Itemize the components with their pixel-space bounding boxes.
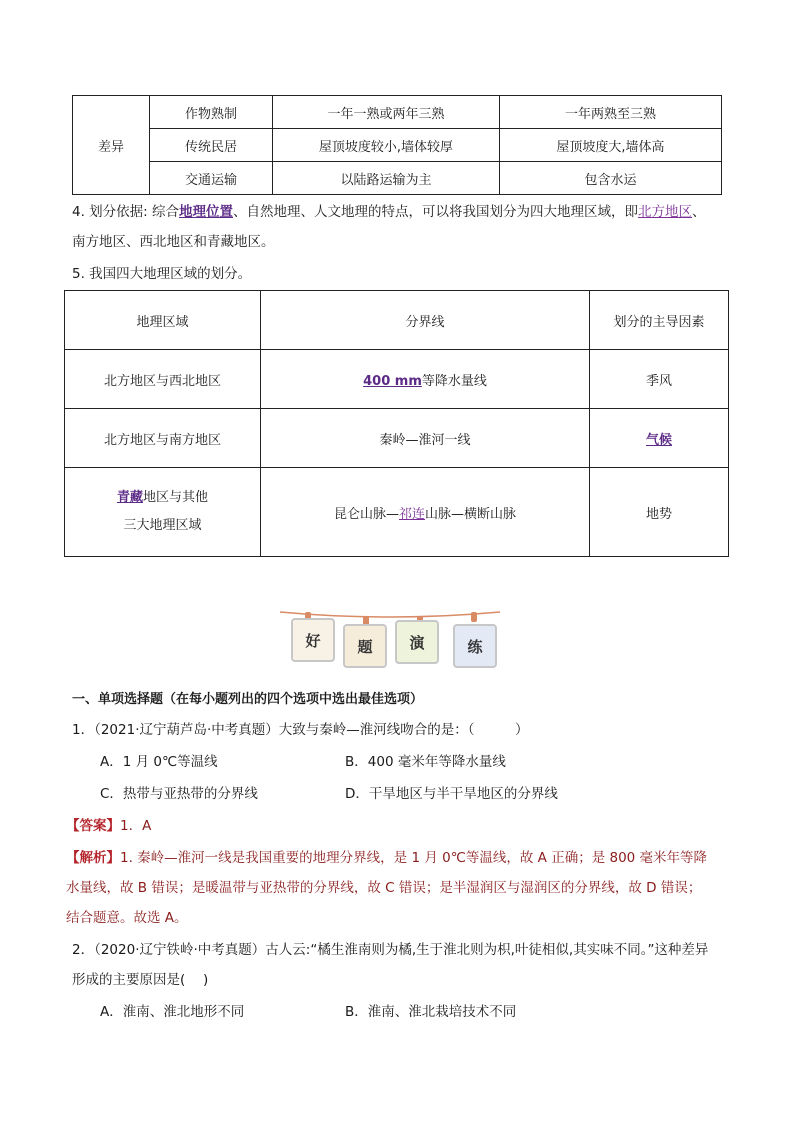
analysis-label: 【解析】 [66,850,120,866]
text: 4. 划分依据: 综合 [72,204,180,220]
text: 昆仑山脉— [333,506,399,522]
table-cell: 北方地区与西北地区 [65,350,261,409]
banner-card: 题 [343,624,387,668]
table-cell: 北方地区与南方地区 [65,409,261,468]
table-row [65,468,729,557]
table-row [73,96,722,129]
link-400mm[interactable]: 400 mm [363,373,422,389]
question-1-stem: 1．（2021·辽宁葫芦岛·中考真题）大致与秦岭—淮河线吻合的是：（ ） [72,722,529,738]
answer-label: 【答案】 [66,818,120,834]
table-cell [590,409,729,468]
text: 地区与其他 [143,490,209,505]
link-qingzang[interactable]: 青藏 [116,490,143,505]
analysis-text: 水量线，故 B 错误；是暖温带与亚热带的分界线，故 C 错误；是半湿润区与湿润区的分界线，故 D 错误； [66,880,702,896]
table-header: 分界线 [261,291,590,350]
table-cell: 一年一熟或两年三熟 [273,96,500,129]
table-header: 地理区域 [65,291,261,350]
link-qilian[interactable]: 祁连 [398,506,425,522]
banner-card: 练 [453,624,497,668]
link-north-region[interactable]: 北方地区 [638,204,693,220]
table-cell [65,468,261,557]
table-cell [261,350,590,409]
answer-line [66,814,151,838]
table-header: 划分的主导因素 [590,291,729,350]
table-cell: 屋顶坡度较小,墙体较厚 [273,129,500,162]
text: 山脉—横断山脉 [425,506,517,522]
link-climate[interactable]: 气候 [645,432,672,448]
question-2-stem [72,938,752,992]
table-cell: 一年两熟至三熟 [500,96,722,129]
table-cell: 差异 [73,96,150,195]
clip-icon [471,612,477,622]
practice-banner [275,600,505,680]
paragraph-4 [72,200,732,254]
table-cell: 秦岭—淮河一线 [261,409,590,468]
analysis-block [66,846,736,930]
stem-line: 形成的主要原因是( ) [72,972,209,988]
text: 、自然地理、人文地理的特点，可以将我国划分为四大地理区域，即 [233,204,639,220]
analysis-text: 1. 秦岭—淮河一线是我国重要的地理分界线，是 1 月 0℃等温线，故 A 正确；是 800 毫米年等降 [120,850,708,866]
table-cell: 屋顶坡度大,墙体高 [500,129,722,162]
table-row [65,350,729,409]
table-cell: 地势 [590,468,729,557]
table-cell: 交通运输 [150,162,273,195]
option-a: A．淮南、淮北地形不同 [100,1004,245,1020]
section-title: 一、单项选择题（在每小题列出的四个选项中选出最佳选项） [72,692,424,707]
table-cell [261,468,590,557]
comparison-table [72,95,722,195]
text: 、 [692,204,706,220]
table-row [73,129,722,162]
table-cell: 季风 [590,350,729,409]
stem-line: 2．（2020·辽宁铁岭·中考真题）古人云:“橘生淮南则为橘,生于淮北则为枳,叶徒相似,其实味不同。”这种差异 [72,942,709,958]
table-row [73,162,722,195]
answer-value: 1．A [120,818,152,834]
analysis-text: 结合题意。故选 A。 [66,910,188,926]
paragraph-line [72,200,732,224]
text: 三大地理区域 [123,518,202,533]
paragraph-5: 5. 我国四大地理区域的划分。 [72,266,252,282]
table-cell: 包含水运 [500,162,722,195]
text: 等降水量线 [421,373,487,389]
table-cell: 传统民居 [150,129,273,162]
option-b: B．淮南、淮北栽培技术不同 [345,1004,517,1020]
banner-card: 演 [395,620,439,664]
option-d: D．干旱地区与半干旱地区的分界线 [345,786,558,802]
option-b: B．400 毫米年等降水量线 [345,754,506,770]
table-cell: 作物熟制 [150,96,273,129]
option-c: C．热带与亚热带的分界线 [100,786,258,802]
paragraph-line: 南方地区、西北地区和青藏地区。 [72,234,275,250]
regions-table [64,290,729,557]
link-geo-position[interactable]: 地理位置 [179,204,234,220]
table-cell: 以陆路运输为主 [273,162,500,195]
banner-card: 好 [291,618,335,662]
table-header-row [65,291,729,350]
table-row [65,409,729,468]
option-a: A．1 月 0℃等温线 [100,754,218,770]
